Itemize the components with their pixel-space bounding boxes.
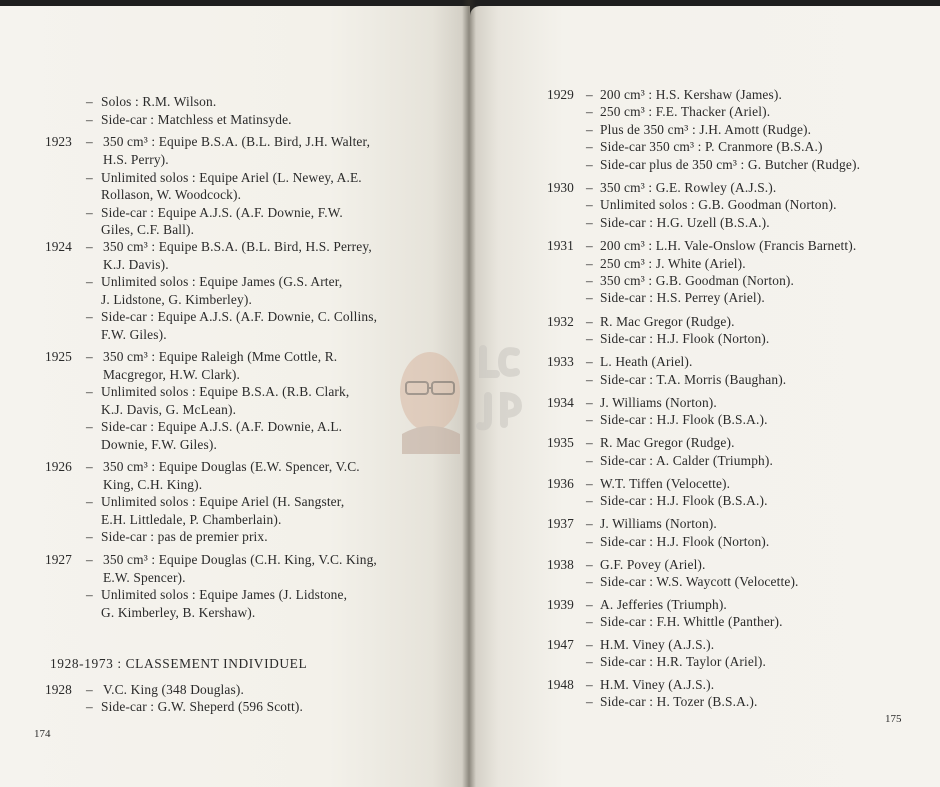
entry-dash: – [86, 309, 93, 324]
entry-dash: – [586, 677, 593, 692]
entry-dash: – [586, 273, 593, 288]
entry-text: G. Kimberley, B. Kershaw). [101, 605, 256, 620]
entry-year: 1936 [547, 476, 574, 491]
entry-text: 200 cm³ : L.H. Vale-Onslow (Francis Barnett). [600, 238, 857, 253]
page-number: 174 [34, 728, 51, 740]
entry-year: 1939 [547, 597, 574, 612]
entry-text: Side-car : Equipe A.J.S. (A.F. Downie, A.L. [101, 419, 343, 434]
book-gutter [462, 0, 476, 787]
entry-year: 1934 [547, 395, 574, 410]
entry-text: Side-car : H.J. Flook (Norton). [600, 331, 770, 346]
entry-text: K.J. Davis). [103, 257, 169, 272]
entry-text: Side-car : H.J. Flook (B.S.A.). [600, 412, 768, 427]
entry-year: 1938 [547, 557, 574, 572]
entry-year: 1931 [547, 238, 574, 253]
entry-text: Unlimited solos : Equipe B.S.A. (R.B. Clark, [101, 384, 350, 399]
entry-text: E.H. Littledale, P. Chamberlain). [101, 512, 282, 527]
entry-text: Side-car : H. Tozer (B.S.A.). [600, 694, 758, 709]
entry-text: Side-car : W.S. Waycott (Velocette). [600, 574, 799, 589]
entry-dash: – [86, 274, 93, 289]
entry-dash: – [586, 574, 593, 589]
entry-dash: – [586, 412, 593, 427]
entry-dash: – [86, 419, 93, 434]
entry-text: Side-car : H.J. Flook (B.S.A.). [600, 493, 768, 508]
entry-dash: – [586, 694, 593, 709]
entry-dash: – [586, 354, 593, 369]
entry-dash: – [86, 682, 93, 697]
entry-text: 350 cm³ : Equipe Raleigh (Mme Cottle, R. [103, 349, 338, 364]
entry-text: R. Mac Gregor (Rudge). [600, 435, 735, 450]
entry-dash: – [86, 170, 93, 185]
entry-text: J. Williams (Norton). [600, 516, 717, 531]
entry-text: G.F. Povey (Ariel). [600, 557, 706, 572]
entry-year: 1927 [45, 552, 72, 567]
entry-dash: – [586, 372, 593, 387]
entry-dash: – [586, 557, 593, 572]
entry-year: 1926 [45, 459, 72, 474]
entry-text: 250 cm³ : J. White (Ariel). [600, 256, 746, 271]
entry-text: Giles, C.F. Ball). [101, 222, 195, 237]
entry-text: Side-car : F.H. Whittle (Panther). [600, 614, 783, 629]
entry-dash: – [586, 597, 593, 612]
entry-dash: – [586, 314, 593, 329]
entry-text: Side-car : A. Calder (Triumph). [600, 453, 773, 468]
entry-dash: – [586, 654, 593, 669]
entry-dash: – [86, 94, 93, 109]
entry-year: 1937 [547, 516, 574, 531]
entry-text: 350 cm³ : Equipe Douglas (E.W. Spencer, V.C. [103, 459, 360, 474]
left-page [0, 6, 470, 787]
entry-text: Side-car : G.W. Sheperd (596 Scott). [101, 699, 304, 714]
entry-text: A. Jefferies (Triumph). [600, 597, 727, 612]
entry-dash: – [586, 290, 593, 305]
entry-dash: – [86, 587, 93, 602]
entry-text: Side-car : Equipe A.J.S. (A.F. Downie, F.W. [101, 205, 343, 220]
entry-text: H.M. Viney (A.J.S.). [600, 677, 715, 692]
entry-dash: – [586, 122, 593, 137]
entry-text: E.W. Spencer). [103, 570, 186, 585]
entry-text: J. Lidstone, G. Kimberley). [101, 292, 252, 307]
entry-text: Macgregor, H.W. Clark). [103, 367, 241, 382]
page-number: 175 [885, 713, 902, 725]
entry-year: 1923 [45, 134, 72, 149]
entry-dash: – [586, 534, 593, 549]
entry-text: Downie, F.W. Giles). [101, 437, 217, 452]
entry-text: Unlimited solos : Equipe James (J. Lidstone, [101, 587, 348, 602]
entry-text: 350 cm³ : Equipe B.S.A. (B.L. Bird, J.H. Walter, [103, 134, 371, 149]
entry-text: 350 cm³ : G.B. Goodman (Norton). [600, 273, 795, 288]
entry-dash: – [586, 637, 593, 652]
entry-dash: – [586, 197, 593, 212]
entry-text: Unlimited solos : Equipe James (G.S. Arter, [101, 274, 343, 289]
entry-text: Side-car : H.J. Flook (Norton). [600, 534, 770, 549]
entry-year: 1928 [45, 682, 72, 697]
entry-dash: – [86, 699, 93, 714]
entry-text: F.W. Giles). [101, 327, 167, 342]
entry-dash: – [586, 331, 593, 346]
entry-year: 1947 [547, 637, 574, 652]
entry-dash: – [586, 453, 593, 468]
section-heading: 1928-1973 : CLASSEMENT INDIVIDUEL [50, 656, 308, 671]
entry-text: Side-car : T.A. Morris (Baughan). [600, 372, 787, 387]
entry-dash: – [86, 494, 93, 509]
entry-text: Unlimited solos : Equipe Ariel (L. Newey, A.E. [101, 170, 362, 185]
entry-dash: – [586, 435, 593, 450]
entry-text: H.M. Viney (A.J.S.). [600, 637, 715, 652]
entry-text: R. Mac Gregor (Rudge). [600, 314, 735, 329]
entry-text: W.T. Tiffen (Velocette). [600, 476, 731, 491]
entry-year: 1925 [45, 349, 72, 364]
entry-year: 1948 [547, 677, 574, 692]
entry-dash: – [586, 87, 593, 102]
entry-text: Unlimited solos : Equipe Ariel (H. Sangster, [101, 494, 345, 509]
entry-text: Side-car : H.G. Uzell (B.S.A.). [600, 215, 770, 230]
entry-text: Solos : R.M. Wilson. [101, 94, 217, 109]
entry-dash: – [586, 104, 593, 119]
entry-text: J. Williams (Norton). [600, 395, 717, 410]
entry-dash: – [586, 238, 593, 253]
entry-text: Side-car 350 cm³ : P. Cranmore (B.S.A.) [600, 139, 823, 154]
entry-dash: – [86, 349, 93, 364]
entry-dash: – [86, 459, 93, 474]
entry-text: K.J. Davis, G. McLean). [101, 402, 237, 417]
entry-year: 1933 [547, 354, 574, 369]
entry-year: 1924 [45, 239, 72, 254]
entry-text: L. Heath (Ariel). [600, 354, 693, 369]
entry-year: 1929 [547, 87, 574, 102]
entry-text: H.S. Perry). [103, 152, 169, 167]
entry-dash: – [586, 180, 593, 195]
entry-text: 350 cm³ : Equipe Douglas (C.H. King, V.C. King, [103, 552, 377, 567]
entry-year: 1930 [547, 180, 574, 195]
entry-year: 1932 [547, 314, 574, 329]
entry-text: Unlimited solos : G.B. Goodman (Norton). [600, 197, 837, 212]
entry-dash: – [586, 493, 593, 508]
entry-text: Side-car : H.R. Taylor (Ariel). [600, 654, 766, 669]
entry-dash: – [586, 256, 593, 271]
entry-dash: – [86, 529, 93, 544]
entry-text: Side-car : Equipe A.J.S. (A.F. Downie, C. Collins, [101, 309, 378, 324]
entry-year: 1935 [547, 435, 574, 450]
entry-text: Plus de 350 cm³ : J.H. Amott (Rudge). [600, 122, 812, 137]
entry-dash: – [586, 516, 593, 531]
entry-dash: – [586, 614, 593, 629]
entry-dash: – [586, 139, 593, 154]
entry-dash: – [586, 157, 593, 172]
entry-dash: – [86, 205, 93, 220]
entry-text: 350 cm³ : Equipe B.S.A. (B.L. Bird, H.S. Perrey, [103, 239, 372, 254]
entry-text: 350 cm³ : G.E. Rowley (A.J.S.). [600, 180, 777, 195]
entry-text: Side-car : Matchless et Matinsyde. [101, 112, 292, 127]
entry-dash: – [86, 552, 93, 567]
entry-dash: – [586, 395, 593, 410]
entry-text: Rollason, W. Woodcock). [101, 187, 242, 202]
entry-text: 200 cm³ : H.S. Kershaw (James). [600, 87, 782, 102]
entry-dash: – [586, 215, 593, 230]
right-page [470, 6, 940, 787]
entry-dash: – [86, 112, 93, 127]
entry-dash: – [86, 134, 93, 149]
entry-dash: – [86, 239, 93, 254]
entry-text: King, C.H. King). [103, 477, 203, 492]
entry-text: Side-car : H.S. Perrey (Ariel). [600, 290, 765, 305]
entry-text: 250 cm³ : F.E. Thacker (Ariel). [600, 104, 771, 119]
entry-dash: – [86, 384, 93, 399]
entry-text: V.C. King (348 Douglas). [103, 682, 244, 697]
entry-text: Side-car : pas de premier prix. [101, 529, 268, 544]
entry-dash: – [586, 476, 593, 491]
entry-text: Side-car plus de 350 cm³ : G. Butcher (Rudge). [600, 157, 861, 172]
